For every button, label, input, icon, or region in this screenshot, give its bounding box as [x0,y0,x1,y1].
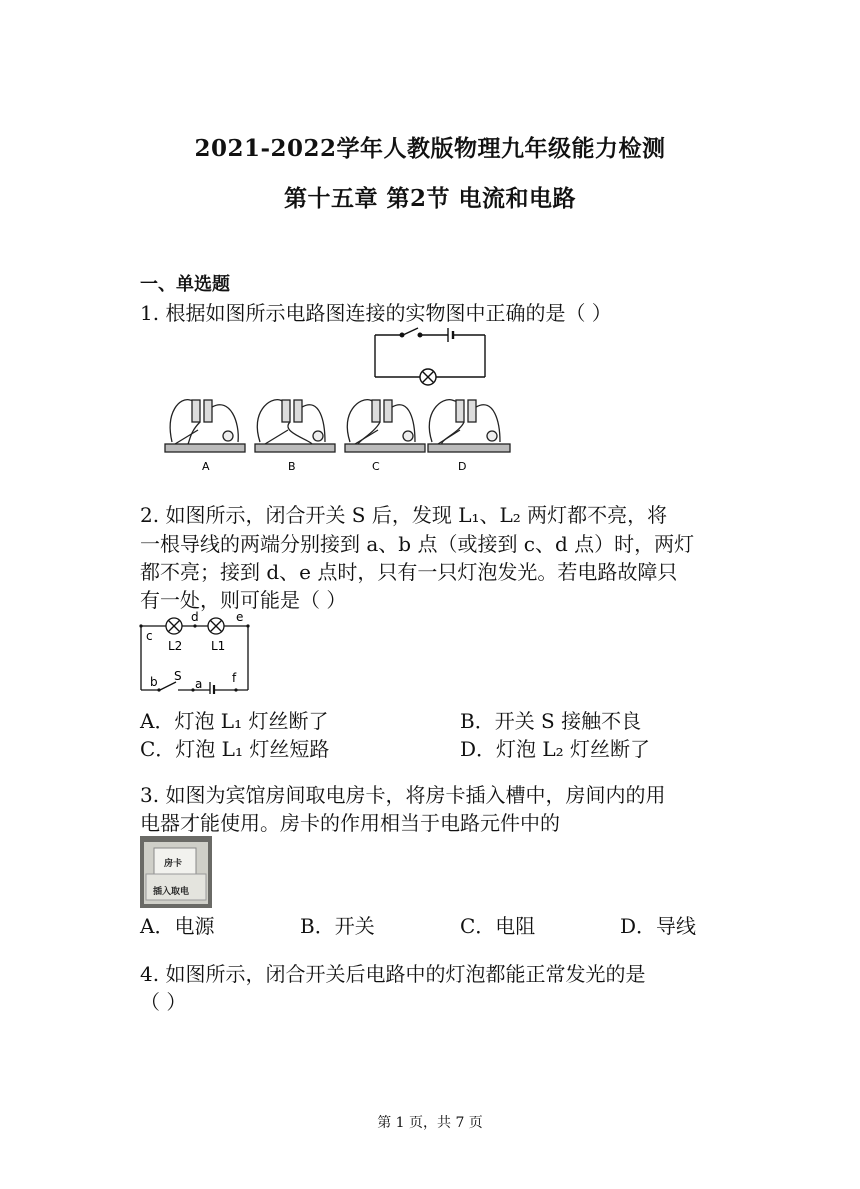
q1-label-c: C [372,460,380,473]
q1-label-d: D [458,460,467,473]
question-1-text: 1. 根据如图所示电路图连接的实物图中正确的是（ ） [140,301,612,325]
question-4-line-2: （ ） [140,990,187,1014]
question-2-line-1: 2. 如图所示，闭合开关 S 后，发现 L₁、L₂ 两灯都不亮，将 [140,503,668,527]
q2-point-c: c [146,629,153,643]
q3-option-a: A．电源 [140,914,215,938]
q1-label-b: B [288,460,296,473]
q2-circuit-diagram [138,610,258,694]
section-heading: 一、单选题 [140,274,230,295]
question-2-line-3: 都不亮；接到 d、e 点时，只有一只灯泡发光。若电路故障只 [140,560,678,584]
q1-apparatus-figures [160,392,520,480]
q3-option-c: C．电阻 [460,914,536,938]
q2-point-b: b [150,675,158,689]
q1-circuit-diagram [370,325,490,387]
document-title: 2021-2022学年人教版物理九年级能力检测 [194,135,666,162]
q3-card-text: 房卡 [164,859,183,869]
q3-option-b: B．开关 [300,914,375,938]
q2-label-l1: L1 [211,639,226,653]
document-subtitle: 第十五章 第2节 电流和电路 [283,185,577,212]
q2-label-l2: L2 [168,639,183,653]
q1-label-a: A [202,460,210,473]
q3-option-d: D．导线 [620,914,697,938]
question-2-line-2: 一根导线的两端分别接到 a、b 点（或接到 c、d 点）时，两灯 [140,532,695,556]
q3-slot-text: 插入取电 [153,887,190,897]
question-4-line-1: 4. 如图所示，闭合开关后电路中的灯泡都能正常发光的是 [140,962,646,986]
q2-option-d: D．灯泡 L₂ 灯丝断了 [460,737,651,761]
q2-point-e: e [236,610,244,624]
question-3-line-1: 3. 如图为宾馆房间取电房卡，将房卡插入槽中，房间内的用 [140,783,666,807]
question-2-line-4: 有一处，则可能是（ ） [140,588,347,612]
q2-switch-s: S [174,669,182,683]
page-footer: 第 1 页，共 7 页 [377,1115,483,1131]
q2-option-c: C．灯泡 L₁ 灯丝短路 [140,737,330,761]
q3-room-card-photo [140,836,212,908]
q2-point-f: f [232,671,237,685]
question-3-line-2: 电器才能使用。房卡的作用相当于电路元件中的 [140,811,560,835]
q2-point-a: a [195,677,203,691]
q2-point-d: d [191,610,199,624]
q2-option-a: A．灯泡 L₁ 灯丝断了 [140,709,329,733]
q2-option-b: B．开关 S 接触不良 [460,709,642,733]
